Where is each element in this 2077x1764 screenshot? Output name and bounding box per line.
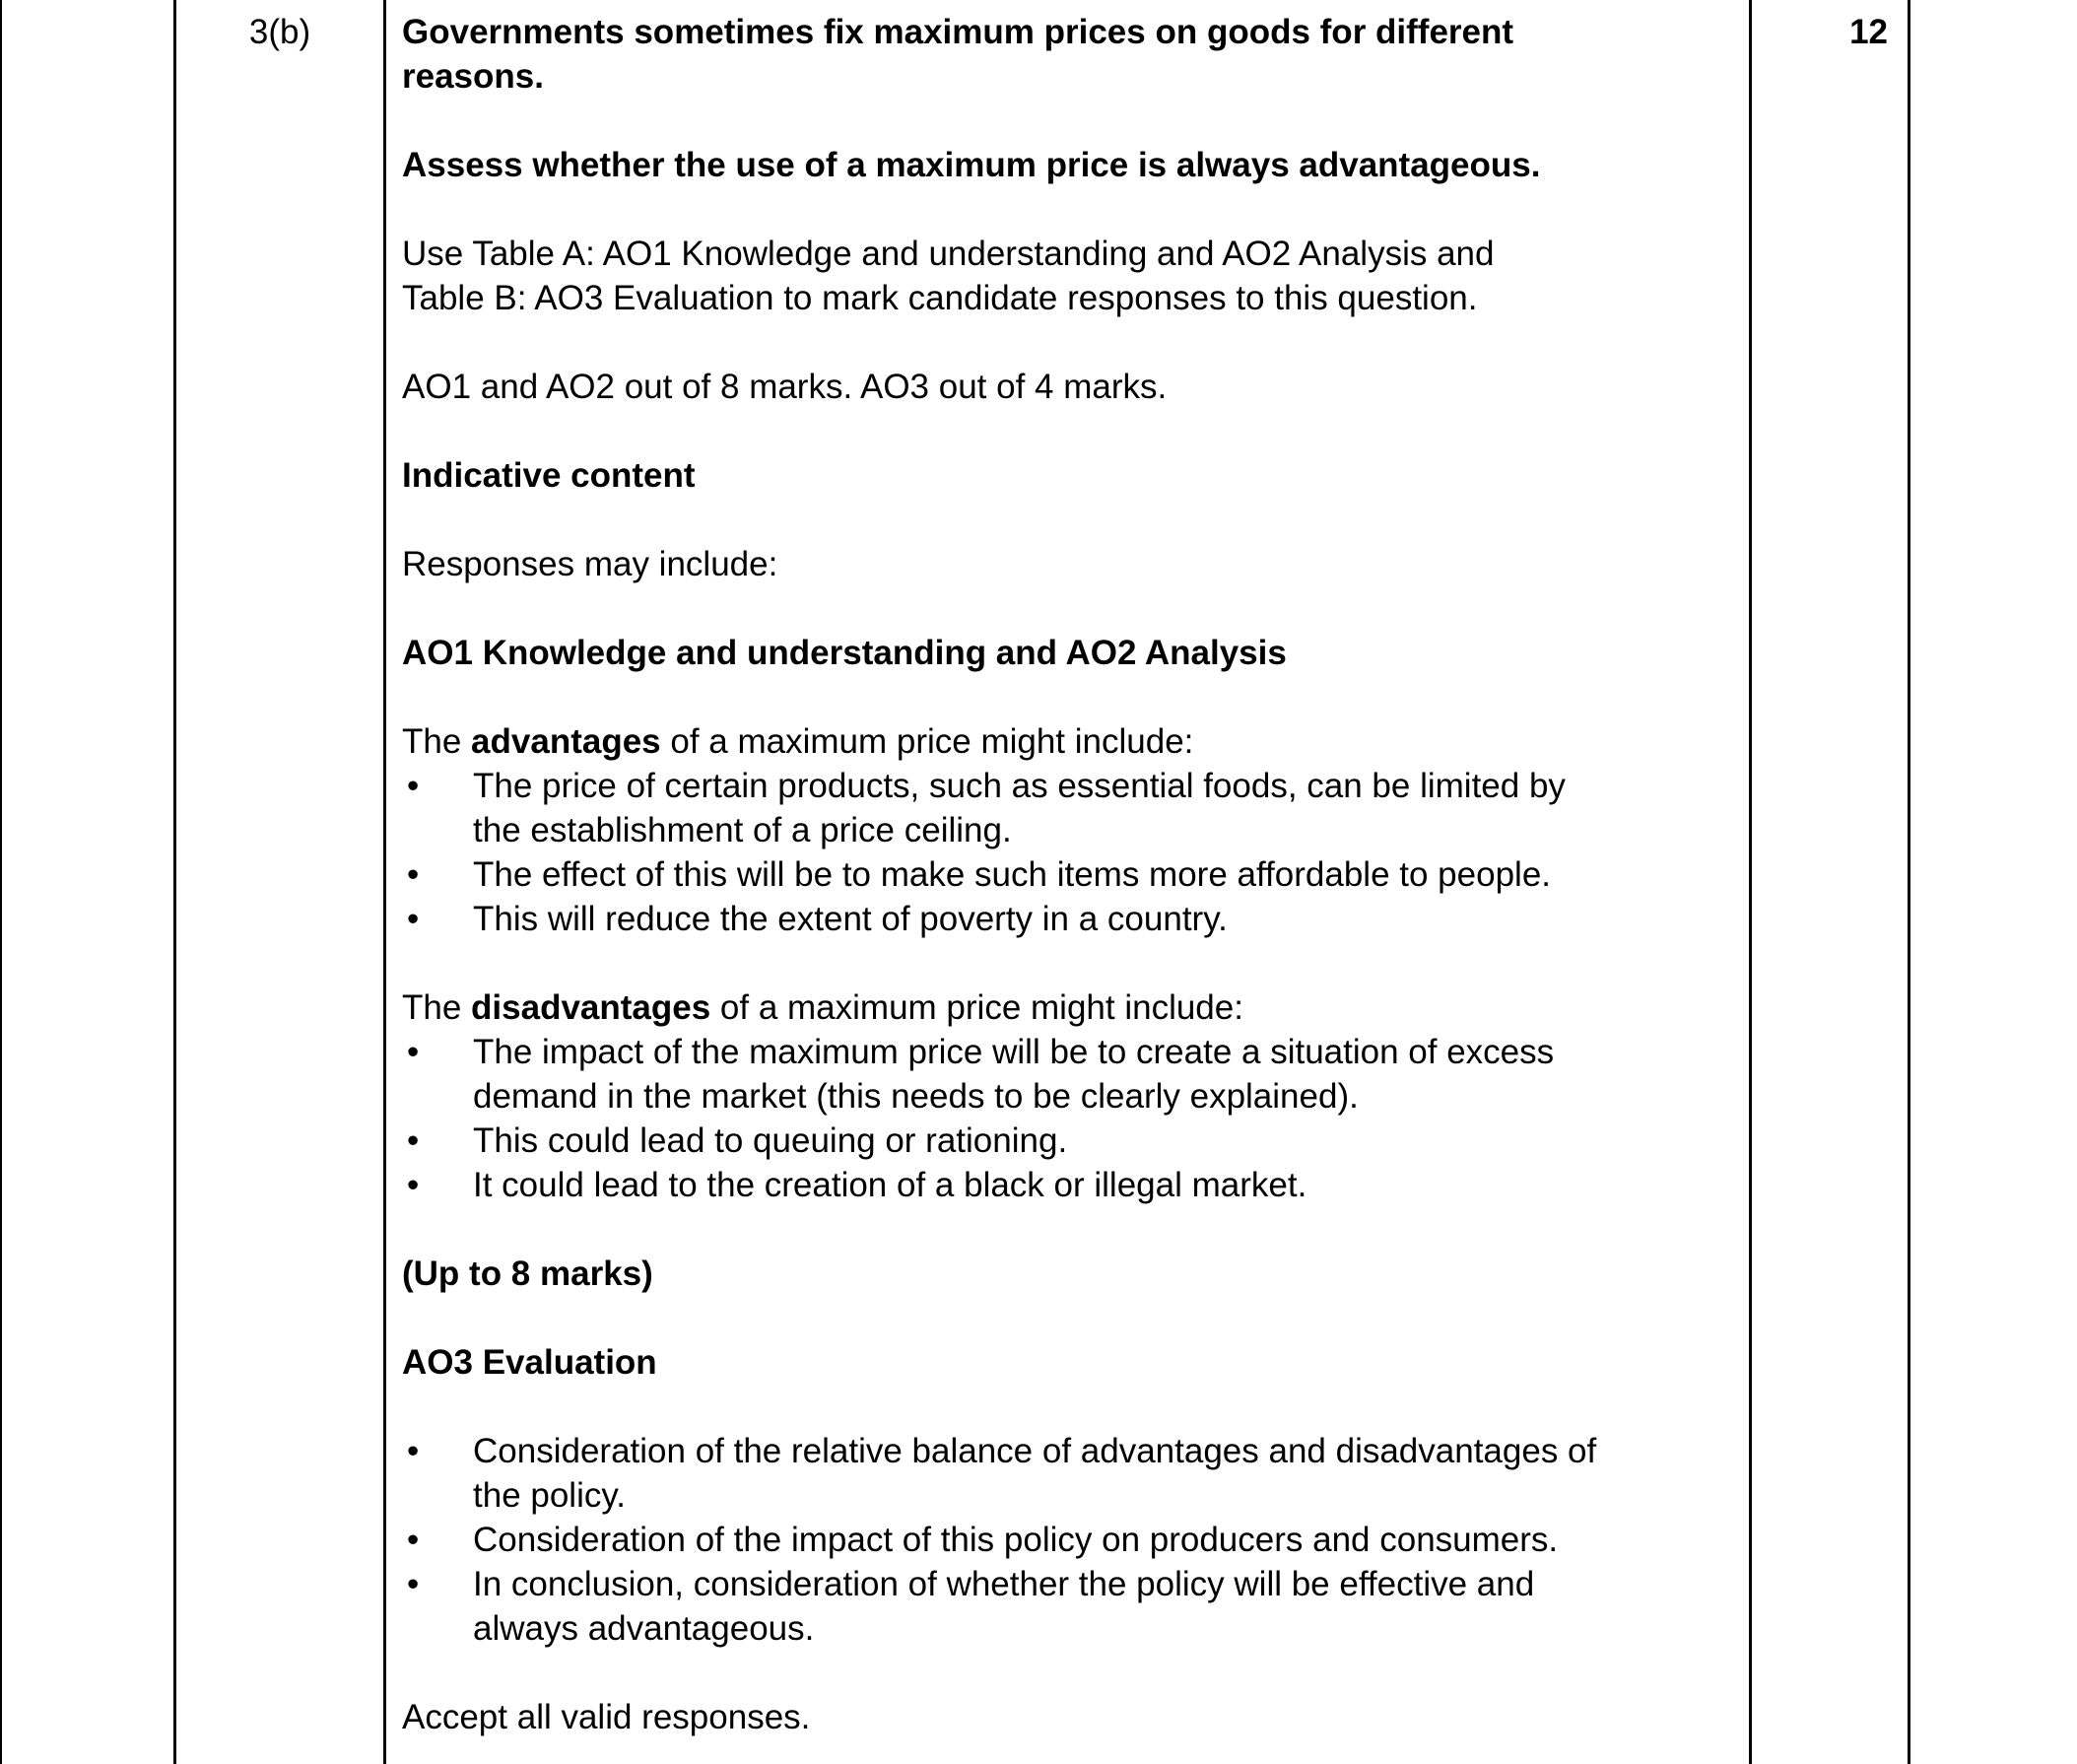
text-run: of a maximum price might include: xyxy=(710,988,1243,1027)
text-run: It could lead to the creation of a black or illegal market. xyxy=(473,1166,1307,1204)
bullet-item xyxy=(402,1163,1719,1207)
emphasis-text: advantages xyxy=(471,722,661,761)
bullet-item xyxy=(402,1119,1719,1163)
answer-paragraph xyxy=(402,1695,1719,1739)
text-line xyxy=(473,1606,1719,1651)
answer-cell xyxy=(386,10,1749,1764)
text-run: Accept all valid responses. xyxy=(402,1698,811,1736)
text-run: The xyxy=(402,988,472,1027)
text-run: Consideration of the relative balance of advantages and disadvantages of xyxy=(473,1432,1597,1470)
text-run: demand in the market (this needs to be clearly explained). xyxy=(473,1077,1359,1116)
bullet-text xyxy=(473,1030,1719,1119)
bullet-icon: • xyxy=(407,1033,420,1071)
text-line xyxy=(402,143,1719,187)
text-line xyxy=(402,232,1719,276)
bullet-icon: • xyxy=(407,1121,420,1160)
text-line xyxy=(473,1163,1719,1207)
text-line xyxy=(402,1695,1719,1739)
text-line xyxy=(473,1562,1719,1606)
text-line xyxy=(402,276,1719,320)
bullet-text xyxy=(473,1119,1719,1163)
answer-paragraph xyxy=(402,143,1719,187)
marks-cell: 12 xyxy=(1849,13,1888,51)
answer-paragraph xyxy=(402,1340,1719,1385)
bullet-item xyxy=(402,897,1719,941)
bullet-icon: • xyxy=(407,767,420,805)
bullet-text xyxy=(473,1518,1719,1562)
text-line xyxy=(402,10,1719,54)
text-run: The price of certain products, such as essential foods, can be limited by xyxy=(473,767,1566,805)
bullet-icon: • xyxy=(407,855,420,894)
emphasis-text: Governments sometimes fix maximum prices on goods for different xyxy=(402,13,1514,51)
bullet-icon: • xyxy=(407,1432,420,1470)
text-line xyxy=(402,985,1719,1030)
bullet-item xyxy=(402,1562,1719,1651)
text-run: The impact of the maximum price will be to create a situation of excess xyxy=(473,1033,1555,1071)
bullet-text xyxy=(473,764,1719,852)
answer-paragraph xyxy=(402,453,1719,498)
bullet-text xyxy=(473,1163,1719,1207)
text-line xyxy=(473,808,1719,852)
text-line xyxy=(402,719,1719,764)
text-line xyxy=(473,1074,1719,1119)
text-run: The effect of this will be to make such items more affordable to people. xyxy=(473,855,1552,894)
bullet-icon: • xyxy=(407,1565,420,1603)
bullet-item xyxy=(402,1030,1719,1119)
text-line xyxy=(402,542,1719,586)
text-line xyxy=(402,54,1719,99)
text-run: In conclusion, consideration of whether the policy will be effective and xyxy=(473,1565,1535,1603)
emphasis-text: reasons. xyxy=(402,57,544,96)
table-border-4 xyxy=(1908,0,1910,1764)
text-line xyxy=(473,1119,1719,1163)
table-border-1 xyxy=(173,0,176,1764)
bullet-icon: • xyxy=(407,900,420,938)
emphasis-text: disadvantages xyxy=(471,988,711,1027)
bullet-item xyxy=(402,1429,1719,1518)
text-line xyxy=(402,365,1719,409)
text-run: This could lead to queuing or rationing. xyxy=(473,1121,1068,1160)
answer-paragraph xyxy=(402,1252,1719,1296)
bullet-text xyxy=(473,1429,1719,1518)
table-border-left-edge xyxy=(0,0,2,1764)
text-line xyxy=(473,1429,1719,1473)
bullet-item xyxy=(402,852,1719,897)
bullet-text xyxy=(473,897,1719,941)
bullet-item xyxy=(402,1518,1719,1562)
text-line xyxy=(402,631,1719,675)
text-run: the establishment of a price ceiling. xyxy=(473,811,1012,849)
text-line xyxy=(402,453,1719,498)
text-run: Table B: AO3 Evaluation to mark candidate responses to this question. xyxy=(402,279,1478,317)
question-number-cell: 3(b) xyxy=(248,13,311,51)
text-line xyxy=(473,852,1719,897)
emphasis-text: (Up to 8 marks) xyxy=(402,1255,653,1293)
text-run: Responses may include: xyxy=(402,545,778,583)
text-run: of a maximum price might include: xyxy=(660,722,1194,761)
text-run: AO1 and AO2 out of 8 marks. AO3 out of 4 marks. xyxy=(402,368,1168,406)
answer-paragraph xyxy=(402,232,1719,320)
text-line xyxy=(473,897,1719,941)
bullet-item xyxy=(402,764,1719,852)
answer-paragraph xyxy=(402,365,1719,409)
answer-paragraph xyxy=(402,985,1719,1030)
text-run: Consideration of the impact of this policy on producers and consumers. xyxy=(473,1521,1559,1559)
bullet-text xyxy=(473,852,1719,897)
bullet-text xyxy=(473,1562,1719,1651)
text-line xyxy=(473,764,1719,808)
answer-paragraph xyxy=(402,542,1719,586)
emphasis-text: AO1 Knowledge and understanding and AO2 Analysis xyxy=(402,634,1287,672)
text-line xyxy=(473,1030,1719,1074)
text-line xyxy=(473,1473,1719,1518)
emphasis-text: Assess whether the use of a maximum price is always advantageous. xyxy=(402,146,1541,184)
bullet-icon: • xyxy=(407,1521,420,1559)
emphasis-text: AO3 Evaluation xyxy=(402,1343,657,1382)
bullet-icon: • xyxy=(407,1166,420,1204)
text-run: This will reduce the extent of poverty in a country. xyxy=(473,900,1228,938)
text-line xyxy=(473,1518,1719,1562)
text-run: the policy. xyxy=(473,1476,626,1515)
table-border-3 xyxy=(1749,0,1752,1764)
text-run: Use Table A: AO1 Knowledge and understanding and AO2 Analysis and xyxy=(402,235,1495,273)
answer-paragraph xyxy=(402,10,1719,99)
answer-paragraph xyxy=(402,631,1719,675)
text-line xyxy=(402,1252,1719,1296)
emphasis-text: Indicative content xyxy=(402,456,696,495)
text-run: always advantageous. xyxy=(473,1609,815,1648)
text-line xyxy=(402,1340,1719,1385)
text-run: The xyxy=(402,722,472,761)
answer-paragraph xyxy=(402,719,1719,764)
